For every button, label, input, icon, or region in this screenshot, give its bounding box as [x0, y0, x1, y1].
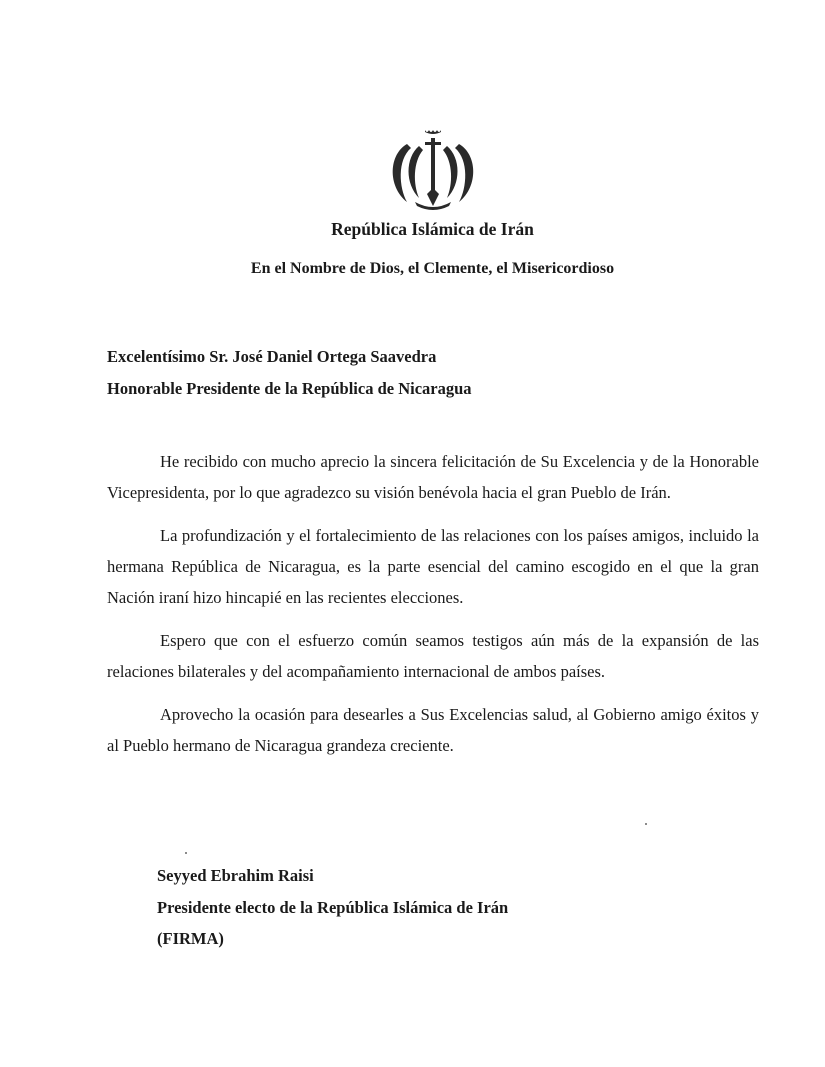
addressee-name: Excelentísimo Sr. José Daniel Ortega Saavedra: [107, 347, 437, 366]
letter-body: [107, 446, 759, 773]
addressee-title: Honorable Presidente de la República de Nicaragua: [107, 379, 472, 398]
body-paragraph-2: La profundización y el fortalecimiento de las relaciones con los países amigos, incluido la hermana República de Nicaragua, es la parte esencial del camino escogido en el que la gran Nación iraní hizo hincapié en las recientes elecciones.: [107, 526, 759, 607]
scan-speck: [645, 823, 647, 825]
body-paragraph-4: Aprovecho la ocasión para desearles a Sus Excelencias salud, al Gobierno amigo éxitos y al Pueblo hermano de Nicaragua grandeza creciente.: [107, 705, 759, 755]
invocation-heading: En el Nombre de Dios, el Clemente, el Misericordioso: [250, 260, 615, 277]
signatory-title: Presidente electo de la República Islámica de Irán: [157, 897, 509, 917]
scan-speck: [185, 852, 187, 854]
iran-emblem-icon: [385, 128, 481, 210]
signatory-name: Seyyed Ebrahim Raisi: [157, 866, 314, 885]
body-paragraph-1: He recibido con mucho aprecio la sincera felicitación de Su Excelencia y de la Honorable Vicepresidenta, por lo que agradezco su visión benévola hacia el gran Pueblo de Irán.: [107, 452, 759, 502]
signature-block: [157, 860, 508, 955]
body-paragraph-3: Espero que con el esfuerzo común seamos testigos aún más de la expansión de las relaciones bilaterales y del acompañamiento internacional de ambos países.: [107, 631, 759, 681]
country-heading: República Islámica de Irán: [331, 219, 534, 239]
signature-mark: (FIRMA): [157, 929, 224, 948]
